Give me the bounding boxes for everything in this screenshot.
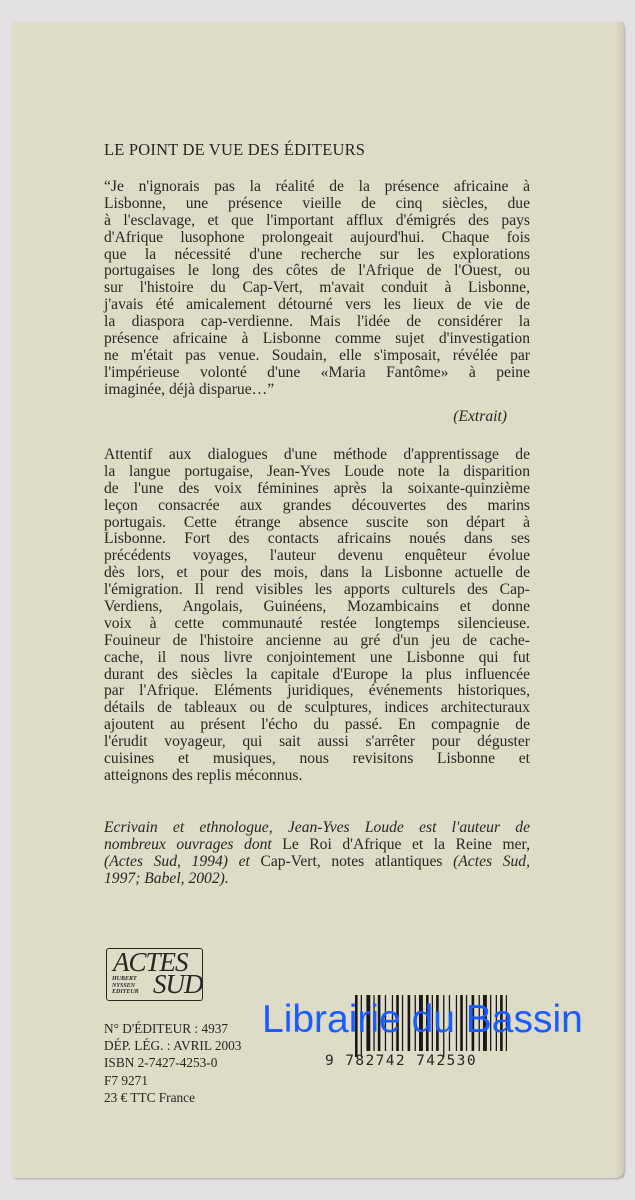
quote-line: sur l'histoire du Cap-Vert, m'avait conduit à Lisbonne, xyxy=(104,279,530,297)
bio-line xyxy=(104,837,530,854)
body-line: Lisbonne. Fort des contacts africains noués dans ses xyxy=(104,530,530,548)
logo-sud: SUD xyxy=(153,969,203,999)
isbn: ISBN 2-7427-4253-0 xyxy=(104,1055,218,1071)
bio-text: (Actes Sud, xyxy=(453,852,530,870)
editor-number: N° D'ÉDITEUR : 4937 xyxy=(104,1021,229,1036)
body-line: atteignons des replis méconnus. xyxy=(104,766,303,784)
quote-line: que la nécessité d'une recherche sur les explorations xyxy=(104,245,530,263)
body-line: durant des siècles la capitale d'Europe la plus influencée xyxy=(104,665,530,683)
body-line: dès lors, et pour des mois, dans la Lisbonne actuelle de xyxy=(104,564,530,582)
body-line: par l'Afrique. Eléments juridiques, événements historiques, xyxy=(104,682,530,700)
body-line: de l'une des voix féminines après la soixante-quinzième xyxy=(104,479,530,497)
bio-text: (Actes Sud, 1994) et xyxy=(104,852,261,870)
author-bio xyxy=(104,820,530,888)
barcode-digits: 9 782742 742530 xyxy=(325,1053,477,1069)
catalog-code: F7 9271 xyxy=(104,1072,148,1088)
body-line: Verdiens, Angolais, Guinéens, Mozambicains et donne xyxy=(104,598,530,616)
quote-line: présence africaine à Lisbonne comme sujet d'investigation xyxy=(104,330,530,348)
publication-info xyxy=(104,1020,241,1106)
quote-line: l'impérieuse volonté d'une «Maria Fantôme» à peine xyxy=(104,363,530,381)
body-line: leçon consacrée aux grandes découvertes des marins xyxy=(104,496,530,514)
quote-line: imaginée, déjà disparue…” xyxy=(104,380,275,398)
section-heading: LE POINT DE VUE DES ÉDITEURS xyxy=(104,140,366,159)
body-line: portugais. Cette étrange absence suscite son départ à xyxy=(104,513,530,531)
body-line: l'érudit voyageur, qui sait aussi s'arrêter pour déguster xyxy=(104,733,530,751)
quote-line: la diaspora cap-verdienne. Mais l'idée de considérer la xyxy=(104,313,530,331)
watermark: Librairie du Bassin xyxy=(262,998,583,1041)
logo-small-text: HUBERT NYSSEN EDITEUR xyxy=(112,976,139,995)
book-title: Cap-Vert, notes atlantiques xyxy=(260,852,454,870)
book-title: Le Roi d'Afrique et la Reine mer, xyxy=(282,835,530,853)
body-line: précédents voyages, l'auteur devenu enquêteur évolue xyxy=(104,547,530,565)
summary-paragraph xyxy=(104,447,530,785)
quote-line: portugaises le long des côtes de l'Afrique de l'Ouest, ou xyxy=(104,262,530,280)
logo-actes: ACTES xyxy=(113,947,188,977)
body-line: la langue portugaise, Jean-Yves Loude note la disparition xyxy=(104,462,530,480)
body-line: l'émigration. Il rend visibles les apports culturels des Cap- xyxy=(104,581,530,599)
body-line: détails de tableaux ou de sculptures, indices architecturaux xyxy=(104,699,530,717)
body-line: Attentif aux dialogues d'une méthode d'apprentissage de xyxy=(104,446,530,463)
quote-excerpt xyxy=(104,179,530,399)
body-line: ajoutent au présent l'écho du passé. En compagnie de xyxy=(104,716,530,734)
quote-line: “Je n'ignorais pas la réalité de la présence africaine à xyxy=(104,178,530,195)
bio-text: nombreux ouvrages dont xyxy=(104,835,283,853)
quote-line: Lisbonne, une présence vieille de cinq siècles, due xyxy=(104,194,530,212)
quote-line: à l'esclavage, et que l'important afflux d'émigrés des pays xyxy=(104,211,530,229)
bio-line: Ecrivain et ethnologue, Jean-Yves Loude est l'auteur de xyxy=(104,819,530,836)
quote-line: j'avais été amicalement détourné vers les lieux de vie de xyxy=(104,296,530,314)
publisher-logo xyxy=(106,948,203,1001)
quote-line: d'Afrique lusophone prolongeait aujourd'hui. Chaque fois xyxy=(104,228,530,246)
quote-line: ne m'était pas venue. Soudain, elle s'imposait, révélée par xyxy=(104,346,530,364)
body-line: voix à cette communauté restée longtemps silencieuse. xyxy=(104,614,530,632)
body-line: cache, il nous livre conjointement une Lisbonne qui fut xyxy=(104,648,530,666)
bio-line xyxy=(104,854,530,871)
body-line: Fouineur de l'histoire ancienne au gré d'un jeu de cache- xyxy=(104,631,530,649)
legal-deposit: DÉP. LÉG. : AVRIL 2003 xyxy=(104,1038,242,1054)
excerpt-label: (Extrait) xyxy=(453,408,507,425)
body-line: cuisines et musiques, nous revisitons Lisbonne et xyxy=(104,750,530,768)
bio-line: 1997; Babel, 2002). xyxy=(104,869,229,887)
price: 23 € TTC France xyxy=(104,1089,195,1105)
